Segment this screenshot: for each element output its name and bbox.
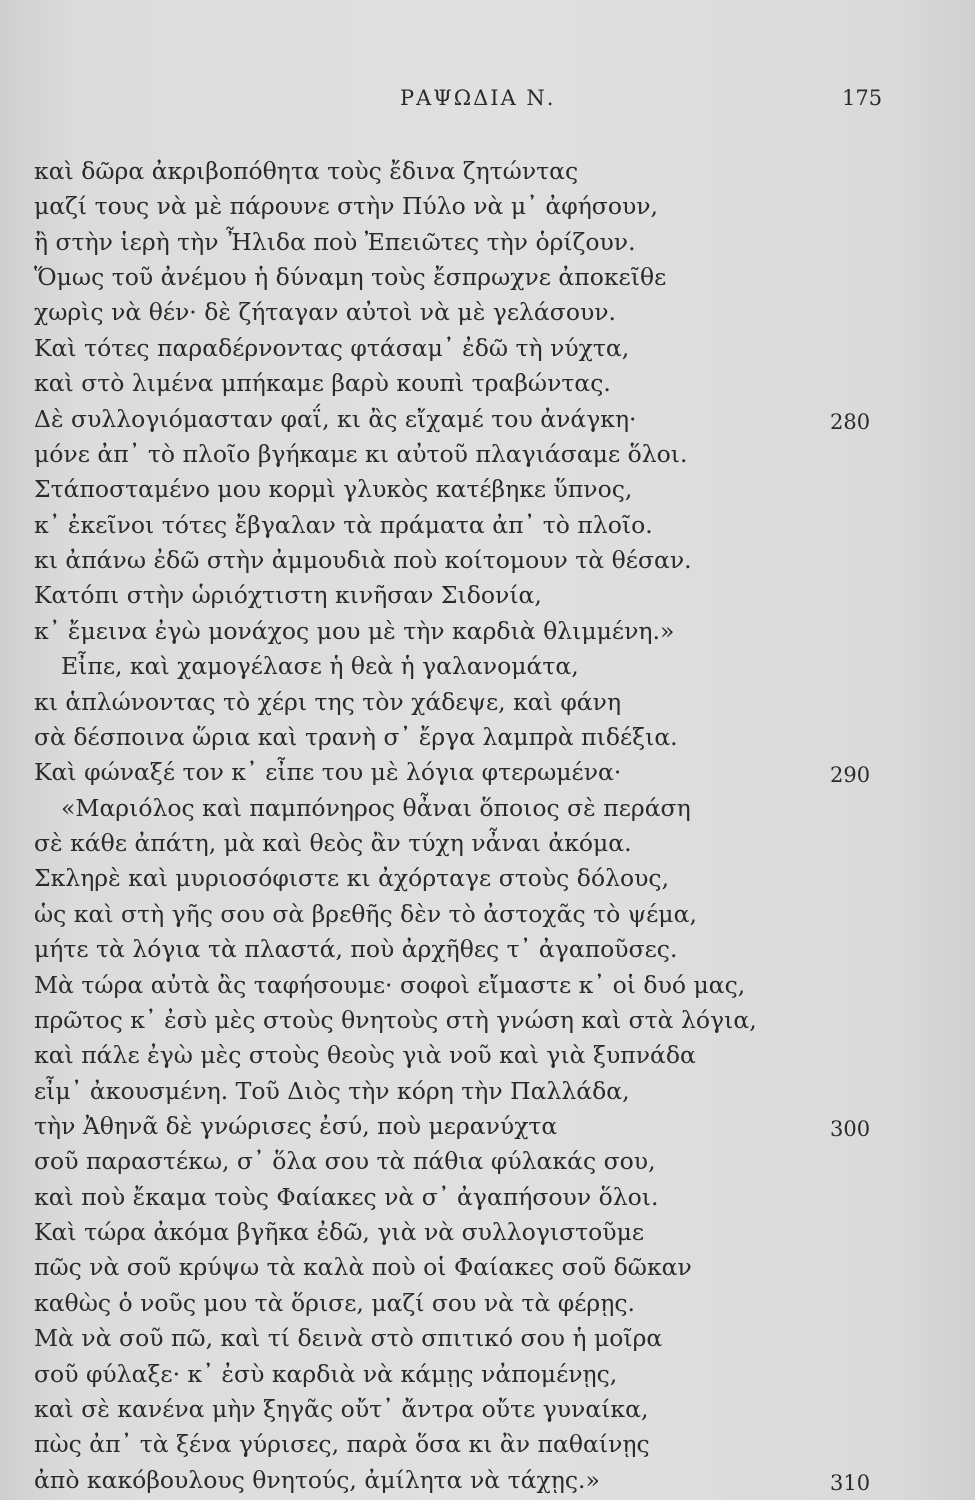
verse-line: ἢ στὴν ἱερὴ τὴν Ἦλιδα ποὺ Ἐπειῶτες τὴν ὁρίζουν. [34, 227, 636, 256]
verse-line: ἀπὸ κακόβουλους θνητούς, ἀμίλητα νὰ τάχῃς.» [34, 1465, 600, 1494]
verse-line: κ᾽ ἔμεινα ἐγὼ μονάχος μου μὲ τὴν καρδιὰ θλιμμένη.» [34, 616, 675, 645]
verse-line: Εἶπε, καὶ χαμογέλασε ἡ θεὰ ἡ γαλανομάτα, [61, 652, 579, 681]
verse-line: πρῶτος κ᾽ ἐσὺ μὲς στοὺς θνητοὺς στὴ γνώση καὶ στὰ λόγια, [34, 1005, 757, 1034]
running-head: ΡΑΨΩΔΙΑ Ν. [400, 86, 556, 110]
verse-line: χωρὶς νὰ θέν· δὲ ζήταγαν αὐτοὶ νὰ μὲ γελάσουν. [34, 298, 617, 327]
line-number: 280 [830, 409, 871, 434]
verse-line: πὼς ἀπ᾽ τὰ ξένα γύρισες, παρὰ ὅσα κι ἂν παθαίνῃς [34, 1430, 650, 1459]
verse-line: σὲ κάθε ἀπάτη, μὰ καὶ θεὸς ἂν τύχη νἆναι ἀκόμα. [34, 829, 632, 858]
verse-line: Καὶ φώναξέ τον κ᾽ εἶπε του μὲ λόγια φτερωμένα· [34, 758, 622, 787]
verse-line: μαζί τους νὰ μὲ πάρουνε στὴν Πύλο νὰ μ᾽ ἀφήσουν, [34, 192, 659, 221]
verse-line: κι ἀπάνω ἐδῶ στὴν ἀμμουδιὰ ποὺ κοίτομουν τὰ θέσαν. [34, 546, 692, 575]
verse-line: καὶ σὲ κανένα μὴν ξηγᾶς οὔτ᾽ ἄντρα οὔτε γυναίκα, [34, 1394, 649, 1423]
verse-line: σοῦ παραστέκω, σ᾽ ὅλα σου τὰ πάθια φύλακάς σου, [34, 1147, 656, 1176]
page-number: 175 [842, 86, 883, 110]
verse-line: Καὶ τώρα ἀκόμα βγῆκα ἐδῶ, γιὰ νὰ συλλογιστοῦμε [34, 1218, 645, 1247]
verse-line: «Μαριόλος καὶ παμπόνηρος θἆναι ὅποιος σὲ περάση [61, 793, 691, 822]
verse-line: καὶ στὸ λιμένα μπήκαμε βαρὺ κουπὶ τραβώντας. [34, 369, 611, 398]
verse-line: κ᾽ ἐκεῖνοι τότες ἔβγαλαν τὰ πράματα ἀπ᾽ τὸ πλοῖο. [34, 510, 653, 539]
verse-line: τὴν Ἀθηνᾶ δὲ γνώρισες ἐσύ, ποὺ μερανύχτα [34, 1111, 558, 1140]
verse-line: καθὼς ὁ νοῦς μου τὰ ὅρισε, μαζί σου νὰ τὰ φέρῃς. [34, 1288, 635, 1317]
verse-line: πῶς νὰ σοῦ κρύψω τὰ καλὰ ποὺ οἱ Φαίακες σοῦ δῶκαν [34, 1253, 692, 1282]
verse-line: Κατόπι στὴν ὡριόχτιστη κινῆσαν Σιδονία, [34, 581, 542, 610]
line-number: 310 [830, 1470, 871, 1495]
verse-line: καὶ πάλε ἐγὼ μὲς στοὺς θεοὺς γιὰ νοῦ καὶ γιὰ ξυπνάδα [34, 1041, 696, 1070]
verse-line: σὰ δέσποινα ὥρια καὶ τρανὴ σ᾽ ἔργα λαμπρὰ πιδέξια. [34, 722, 678, 751]
verse-line: κι ἁπλώνοντας τὸ χέρι της τὸν χάδεψε, καὶ φάνη [34, 687, 622, 716]
verse-line: Στάποσταμένο μου κορμὶ γλυκὸς κατέβηκε ὕπνος, [34, 475, 633, 504]
verse-line: εἶμ᾽ ἀκουσμένη. Τοῦ Διὸς τὴν κόρη τὴν Παλλάδα, [34, 1076, 630, 1105]
verse-line: Καὶ τότες παραδέρνοντας φτάσαμ᾽ ἐδῶ τὴ νύχτα, [34, 333, 630, 362]
verse-line: σοῦ φύλαξε· κ᾽ ἐσὺ καρδιὰ νὰ κάμῃς νἀπομένῃς, [34, 1359, 618, 1388]
line-number: 290 [830, 763, 871, 788]
verse-line: Σκληρὲ καὶ μυριοσόφιστε κι ἀχόρταγε στοὺς δόλους, [34, 864, 670, 893]
verse-line: Μὰ τώρα αὐτὰ ἂς ταφήσουμε· σοφοὶ εἴμαστε κ᾽ οἱ δυό μας, [34, 970, 746, 999]
verse-line: μήτε τὰ λόγια τὰ πλαστά, ποὺ ἀρχῆθες τ᾽ ἀγαποῦσες. [34, 935, 678, 964]
verse-line: Ὅμως τοῦ ἀνέμου ἡ δύναμη τοὺς ἔσπρωχνε ἀποκεῖθε [34, 263, 667, 292]
verse-line: καὶ ποὺ ἔκαμα τοὺς Φαίακες νὰ σ᾽ ἀγαπήσουν ὅλοι. [34, 1182, 659, 1211]
verse-line: Δὲ συλλογιόμασταν φαΐ, κι ἂς εἴχαμέ του ἀνάγκη· [34, 404, 637, 433]
verse-line: ὡς καὶ στὴ γῆς σου σὰ βρεθῆς δὲν τὸ ἀστοχᾶς τὸ ψέμα, [34, 899, 697, 928]
verse-line: μόνε ἀπ᾽ τὸ πλοῖο βγήκαμε κι αὐτοῦ πλαγιάσαμε ὅλοι. [34, 439, 688, 468]
line-number: 300 [830, 1116, 871, 1141]
verse-line: καὶ δῶρα ἀκριβοπόθητα τοὺς ἔδινα ζητώντας [34, 157, 579, 185]
verse-line: Μὰ νὰ σοῦ πῶ, καὶ τί δεινὰ στὸ σπιτικό σου ἡ μοῖρα [34, 1324, 663, 1353]
